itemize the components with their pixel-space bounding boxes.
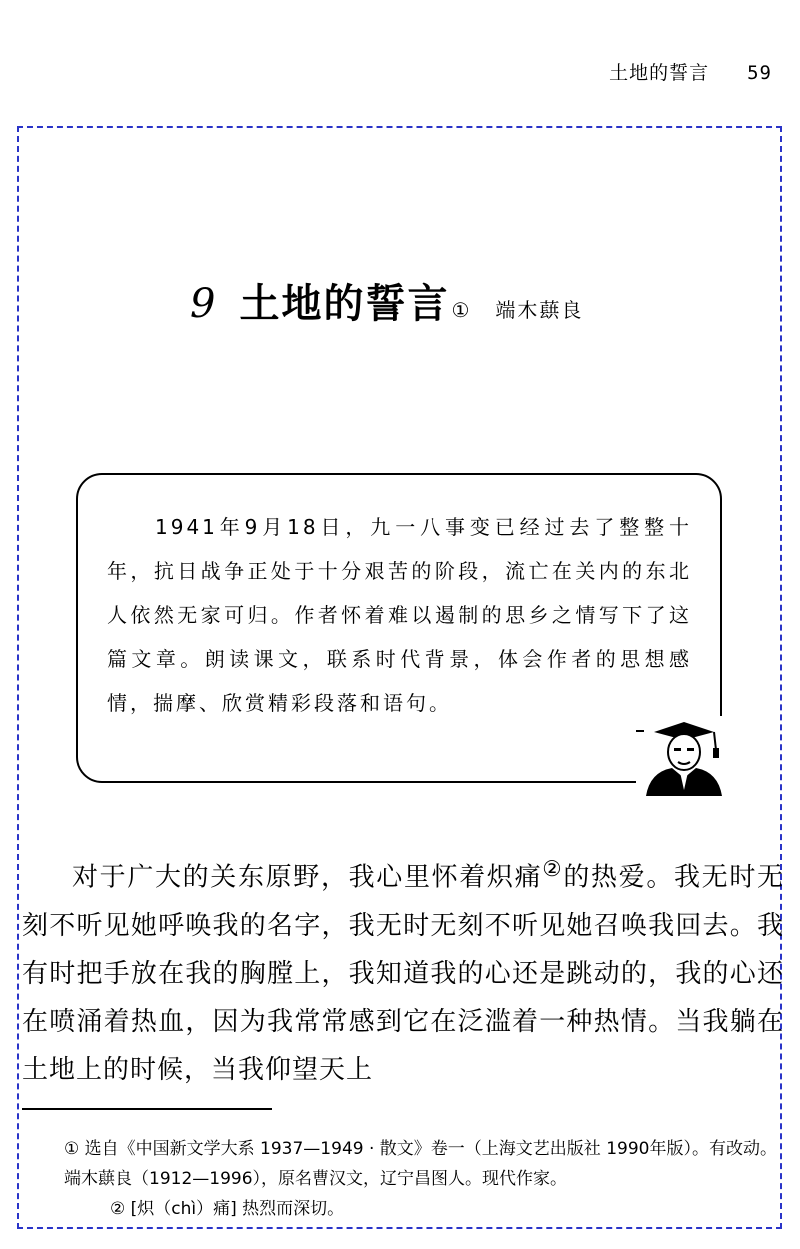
body-footnote-mark: ② <box>542 857 564 882</box>
page-number: 59 <box>747 62 772 84</box>
footnote-1: ① 选自《中国新文学大系 1937—1949 · 散文》卷一（上海文艺出版社 1990年版）。有改动。端木蕻良（1912—1996），原名曹汉文，辽宁昌图人。现代作家。 <box>64 1139 777 1189</box>
intro-text: 1941年9月18日，九一八事变已经过去了整整十年，抗日战争正处于十分艰苦的阶段，流亡在关内的东北人依然无家可归。作者怀着难以遏制的思乡之情写下了这篇文章。朗读课文，联系时代背景，体会作者的思想感情，揣摩、欣赏精彩段落和语句。 <box>107 515 692 715</box>
running-head-title: 土地的誓言 <box>609 62 710 84</box>
footnote-2: ② [炽（chì）痛] 热烈而深切。 <box>110 1199 345 1219</box>
lesson-number: 9 <box>190 281 216 327</box>
lesson-heading <box>190 272 583 332</box>
title-footnote-mark: ① <box>451 298 470 322</box>
footnote-divider <box>22 1108 272 1110</box>
body-text-part-1: 对于广大的关东原野，我心里怀着炽痛 <box>72 862 543 893</box>
running-head <box>609 58 772 85</box>
teacher-icon <box>636 716 732 796</box>
lesson-title: 土地的誓言 <box>239 281 450 327</box>
body-text-part-2: 的热爱。我无时无刻不听见她呼唤我的名字，我无时无刻不听见她召唤我回去。我有时把手放在我的胸膛上，我知道我的心还是跳动的，我的心还在喷涌着热血，因为我常常感到它在泛滥着一种热情。当我躺在土地上的时候，当我仰望天上 <box>22 862 784 1085</box>
body-paragraph <box>22 846 784 1094</box>
footnotes <box>64 1134 780 1224</box>
author-name: 端木蕻良 <box>495 298 584 322</box>
